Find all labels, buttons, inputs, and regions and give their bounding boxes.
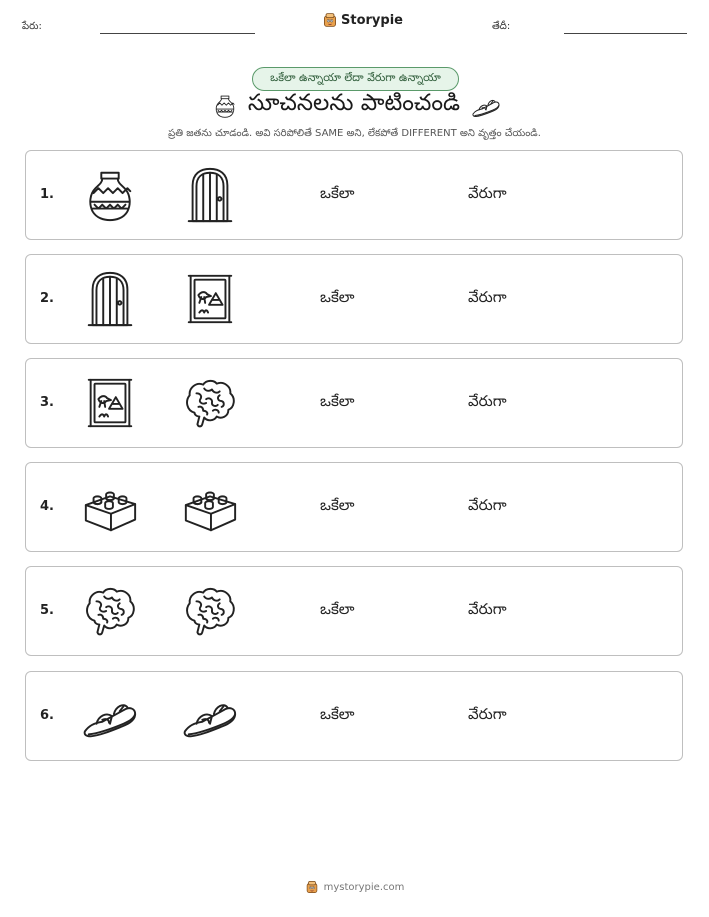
building-block-icon [81,478,139,536]
name-field-line[interactable] [100,33,255,34]
door-icon [181,166,239,224]
question-row [25,150,683,240]
option-same[interactable]: ఒకేలా [320,184,355,202]
brand-logo [322,12,403,28]
instructions-text: ప్రతి జతను చూడండి. అవి సరిపోలితే SAME అని, లేకపోతే DIFFERENT అని వృత్తం చేయండి. [168,128,541,139]
sandal-icon [181,687,239,745]
date-label: తేదీ: [492,21,511,32]
option-different[interactable]: వేరుగా [468,184,507,202]
papyrus-scroll-icon [81,374,139,432]
option-same[interactable]: ఒకేలా [320,288,355,306]
option-different[interactable]: వేరుగా [468,705,507,723]
brain-icon [181,374,239,432]
question-row [25,462,683,552]
papyrus-scroll-icon [181,270,239,328]
option-different[interactable]: వేరుగా [468,392,507,410]
building-block-icon [181,478,239,536]
pot-icon [81,166,139,224]
option-same[interactable]: ఒకేలా [320,392,355,410]
question-number: 3. [40,395,54,410]
pot-icon [212,91,238,121]
brain-icon [181,582,239,640]
question-number: 6. [40,708,54,723]
topic-pill: ఒకేలా ఉన్నాయా లేదా వేరుగా ఉన్నాయా [252,67,459,91]
question-row [25,254,683,344]
sandal-icon [81,687,139,745]
worksheet-title: సూచనలను పాటించండి [247,90,461,116]
brain-icon [81,582,139,640]
sandal-icon [470,91,502,121]
footer [0,880,709,894]
door-icon [81,270,139,328]
option-different[interactable]: వేరుగా [468,496,507,514]
option-same[interactable]: ఒకేలా [320,496,355,514]
question-row [25,566,683,656]
option-same[interactable]: ఒకేలా [320,705,355,723]
option-same[interactable]: ఒకేలా [320,600,355,618]
question-number: 1. [40,187,54,202]
question-number: 2. [40,291,54,306]
storypie-mascot-icon [305,880,319,894]
question-row [25,358,683,448]
brand-name: Storypie [341,12,403,28]
option-different[interactable]: వేరుగా [468,288,507,306]
date-field-line[interactable] [564,33,687,34]
storypie-mascot-icon [322,12,338,28]
footer-website: mystorypie.com [323,881,405,893]
option-different[interactable]: వేరుగా [468,600,507,618]
question-number: 5. [40,603,54,618]
worksheet-title-block [197,91,517,121]
question-row [25,671,683,761]
name-label: పేరు: [22,21,42,32]
question-number: 4. [40,499,54,514]
